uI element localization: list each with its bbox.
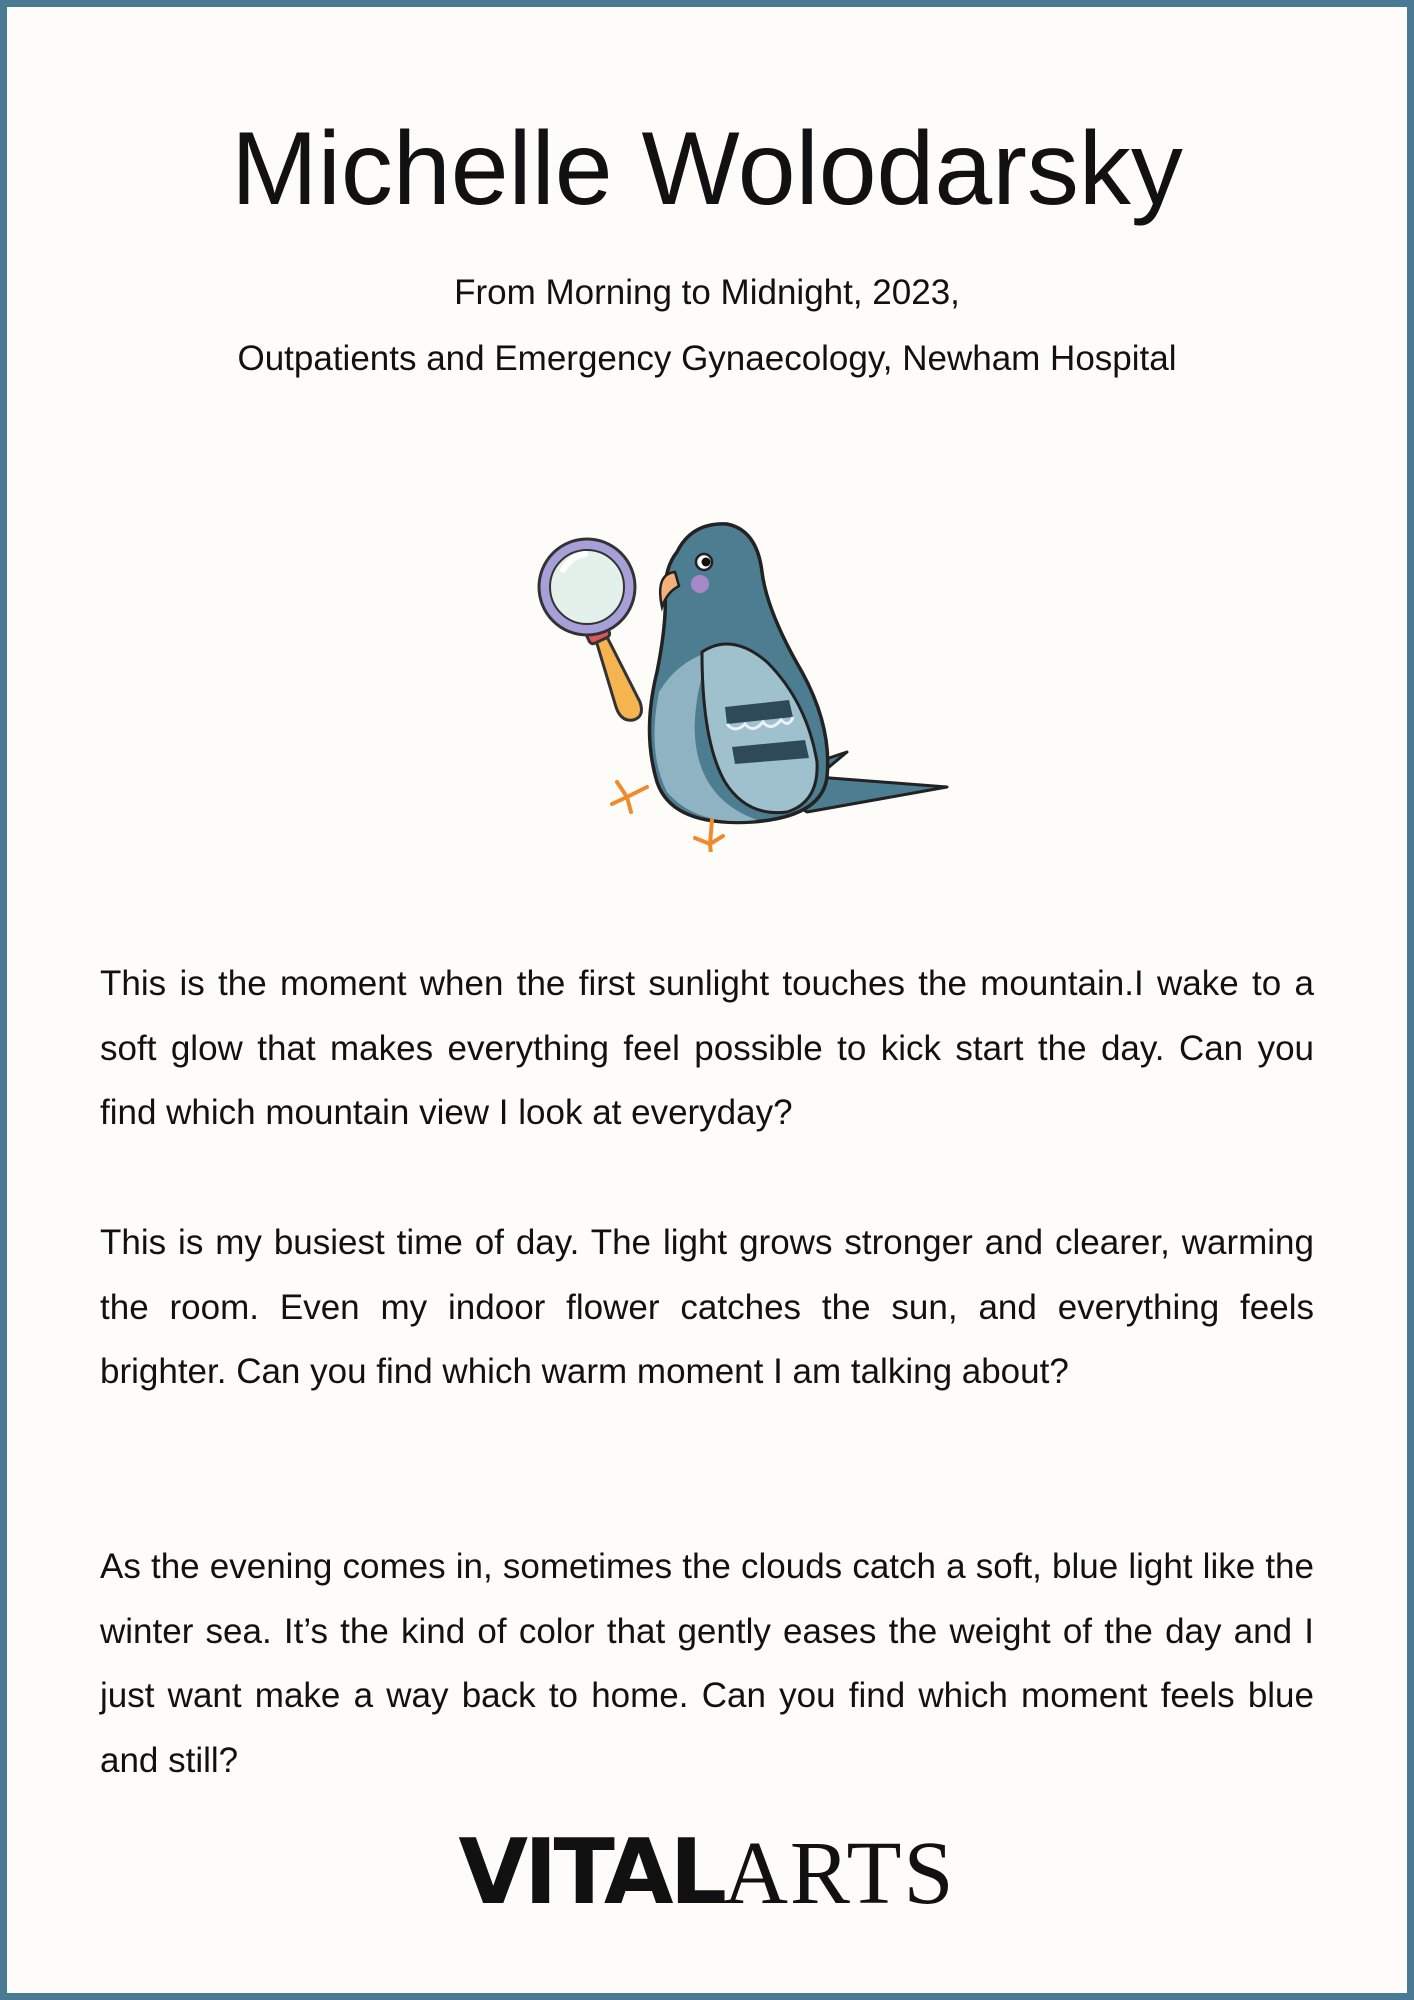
paragraph-morning: This is the moment when the first sunlight touches the mountain.I wake to a soft glow that makes everything feel possible to kick start the day. Can you find which mountain view I look at everyday?	[100, 964, 1314, 1132]
document-page	[7, 7, 1407, 1993]
subtitle-line-2: Outpatients and Emergency Gynaecology, Newham Hospital	[237, 339, 1177, 378]
page-title: Michelle Wolodarsky	[231, 111, 1183, 227]
subtitle-line-1: From Morning to Midnight, 2023,	[454, 273, 960, 312]
magnifying-glass-icon	[539, 539, 641, 720]
paragraph-midday: This is my busiest time of day. The light grows stronger and clearer, warming the room. Even my indoor flower catches the sun, and everything feels brighter. Can you find which warm moment I am talking about?	[100, 1223, 1314, 1391]
pigeon-with-magnifying-glass-icon	[527, 512, 957, 852]
logo-vital-text: VITAL	[458, 1820, 723, 1925]
paragraph-evening: As the evening comes in, sometimes the clouds catch a soft, blue light like the winter sea. It’s the kind of color that gently eases the weight of the day and I just want make a way back to home. Can you find which moment feels blue and still?	[100, 1547, 1314, 1780]
logo-arts-text: ARTS	[722, 1824, 956, 1923]
vital-arts-logo	[7, 1820, 1407, 1925]
